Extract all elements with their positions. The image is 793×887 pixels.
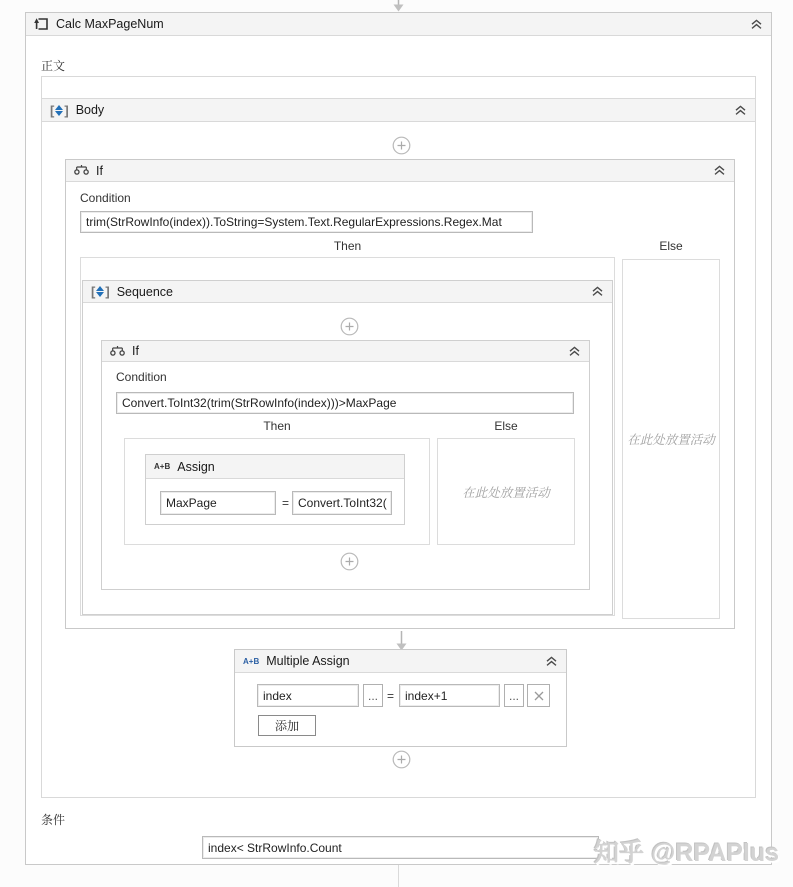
- inner-if-condition-label: Condition: [116, 370, 167, 384]
- inner-if-title: If: [132, 344, 139, 358]
- add-activity-icon[interactable]: [340, 552, 359, 571]
- collapse-chevron-icon[interactable]: [545, 656, 558, 667]
- dowhile-condition-label: 条件: [41, 813, 66, 827]
- if-icon: [110, 345, 125, 358]
- collapse-chevron-icon[interactable]: [713, 165, 726, 176]
- add-activity-icon[interactable]: [392, 136, 411, 155]
- add-activity-icon[interactable]: [392, 750, 411, 769]
- outer-then-dropzone[interactable]: [80, 257, 615, 616]
- sequence-header[interactable]: [83, 281, 612, 303]
- multiple-assign-equals-sign: =: [387, 689, 395, 703]
- assign-to-input[interactable]: MaxPage: [160, 491, 276, 515]
- do-while-activity-card: [25, 12, 772, 865]
- outer-if-title: If: [96, 163, 103, 178]
- dowhile-condition-input[interactable]: index< StrRowInfo.Count: [202, 836, 599, 859]
- assign-title: Assign: [177, 459, 215, 474]
- right-ellipsis-button[interactable]: ...: [504, 684, 524, 707]
- left-ellipsis-button[interactable]: ...: [363, 684, 383, 707]
- outer-if-header[interactable]: [66, 160, 734, 182]
- collapse-chevron-icon[interactable]: [750, 19, 763, 30]
- inner-if-header[interactable]: [102, 341, 589, 362]
- outer-if-condition-label: Condition: [80, 191, 131, 205]
- connector-arrow-icon: [394, 631, 409, 651]
- assign-activity-card: [145, 454, 405, 525]
- assign-header[interactable]: [146, 455, 404, 479]
- body-section-label: 正文: [41, 59, 66, 73]
- add-assignment-button[interactable]: 添加: [258, 715, 316, 736]
- do-while-header[interactable]: [26, 13, 771, 36]
- do-while-title: Calc MaxPageNum: [56, 17, 164, 31]
- inner-else-dropzone[interactable]: [437, 438, 575, 545]
- sequence-icon: [ ]: [91, 284, 110, 299]
- if-icon: [74, 164, 89, 177]
- multiple-assign-left-input[interactable]: index: [257, 684, 359, 707]
- multiple-assign-activity-card: [234, 649, 567, 747]
- multiple-assign-title: Multiple Assign: [266, 654, 350, 668]
- add-activity-icon[interactable]: [340, 317, 359, 336]
- assign-icon: A+B: [154, 462, 171, 471]
- multiple-assign-right-input[interactable]: index+1: [399, 684, 500, 707]
- watermark-text: 知乎 @RPAPlus: [594, 839, 780, 867]
- outer-else-dropzone[interactable]: [622, 259, 720, 619]
- sequence-icon: [ ]: [50, 102, 69, 118]
- sequence-title: Sequence: [116, 284, 173, 299]
- inner-then-dropzone[interactable]: [124, 438, 430, 545]
- inner-if-activity-card: [101, 340, 590, 590]
- multiple-assign-header[interactable]: [235, 650, 566, 673]
- assign-value-input[interactable]: Convert.ToInt32(: [292, 491, 392, 515]
- inner-then-label: Then: [263, 419, 291, 433]
- multiple-assign-icon: A+B: [243, 656, 260, 666]
- do-while-icon: [34, 17, 49, 31]
- body-sequence-header[interactable]: [42, 98, 755, 122]
- collapse-chevron-icon[interactable]: [734, 105, 747, 116]
- outgoing-connector-line: [398, 865, 399, 887]
- close-icon: [533, 690, 545, 702]
- outer-if-condition-input[interactable]: trim(StrRowInfo(index)).ToString=System.Text.RegularExpressions.Regex.Mat: [80, 211, 533, 233]
- inner-if-condition-input[interactable]: Convert.ToInt32(trim(StrRowInfo(index)))>MaxPage: [116, 392, 574, 414]
- delete-row-button[interactable]: [527, 684, 550, 707]
- collapse-chevron-icon[interactable]: [591, 286, 604, 297]
- body-sequence-title: Body: [75, 103, 105, 117]
- outer-then-label: Then: [333, 239, 362, 253]
- outer-if-activity-card: [65, 159, 735, 629]
- inner-else-label: Else: [494, 419, 518, 433]
- sequence-activity-card: [82, 280, 613, 615]
- outer-else-label: Else: [659, 239, 683, 253]
- body-container: [41, 76, 756, 798]
- assign-equals-sign: =: [282, 496, 290, 510]
- drop-activity-placeholder: 在此处放置活动: [627, 433, 715, 447]
- incoming-connector-arrow-icon: [391, 0, 406, 12]
- drop-activity-placeholder: 在此处放置活动: [462, 485, 550, 500]
- collapse-chevron-icon[interactable]: [568, 346, 581, 357]
